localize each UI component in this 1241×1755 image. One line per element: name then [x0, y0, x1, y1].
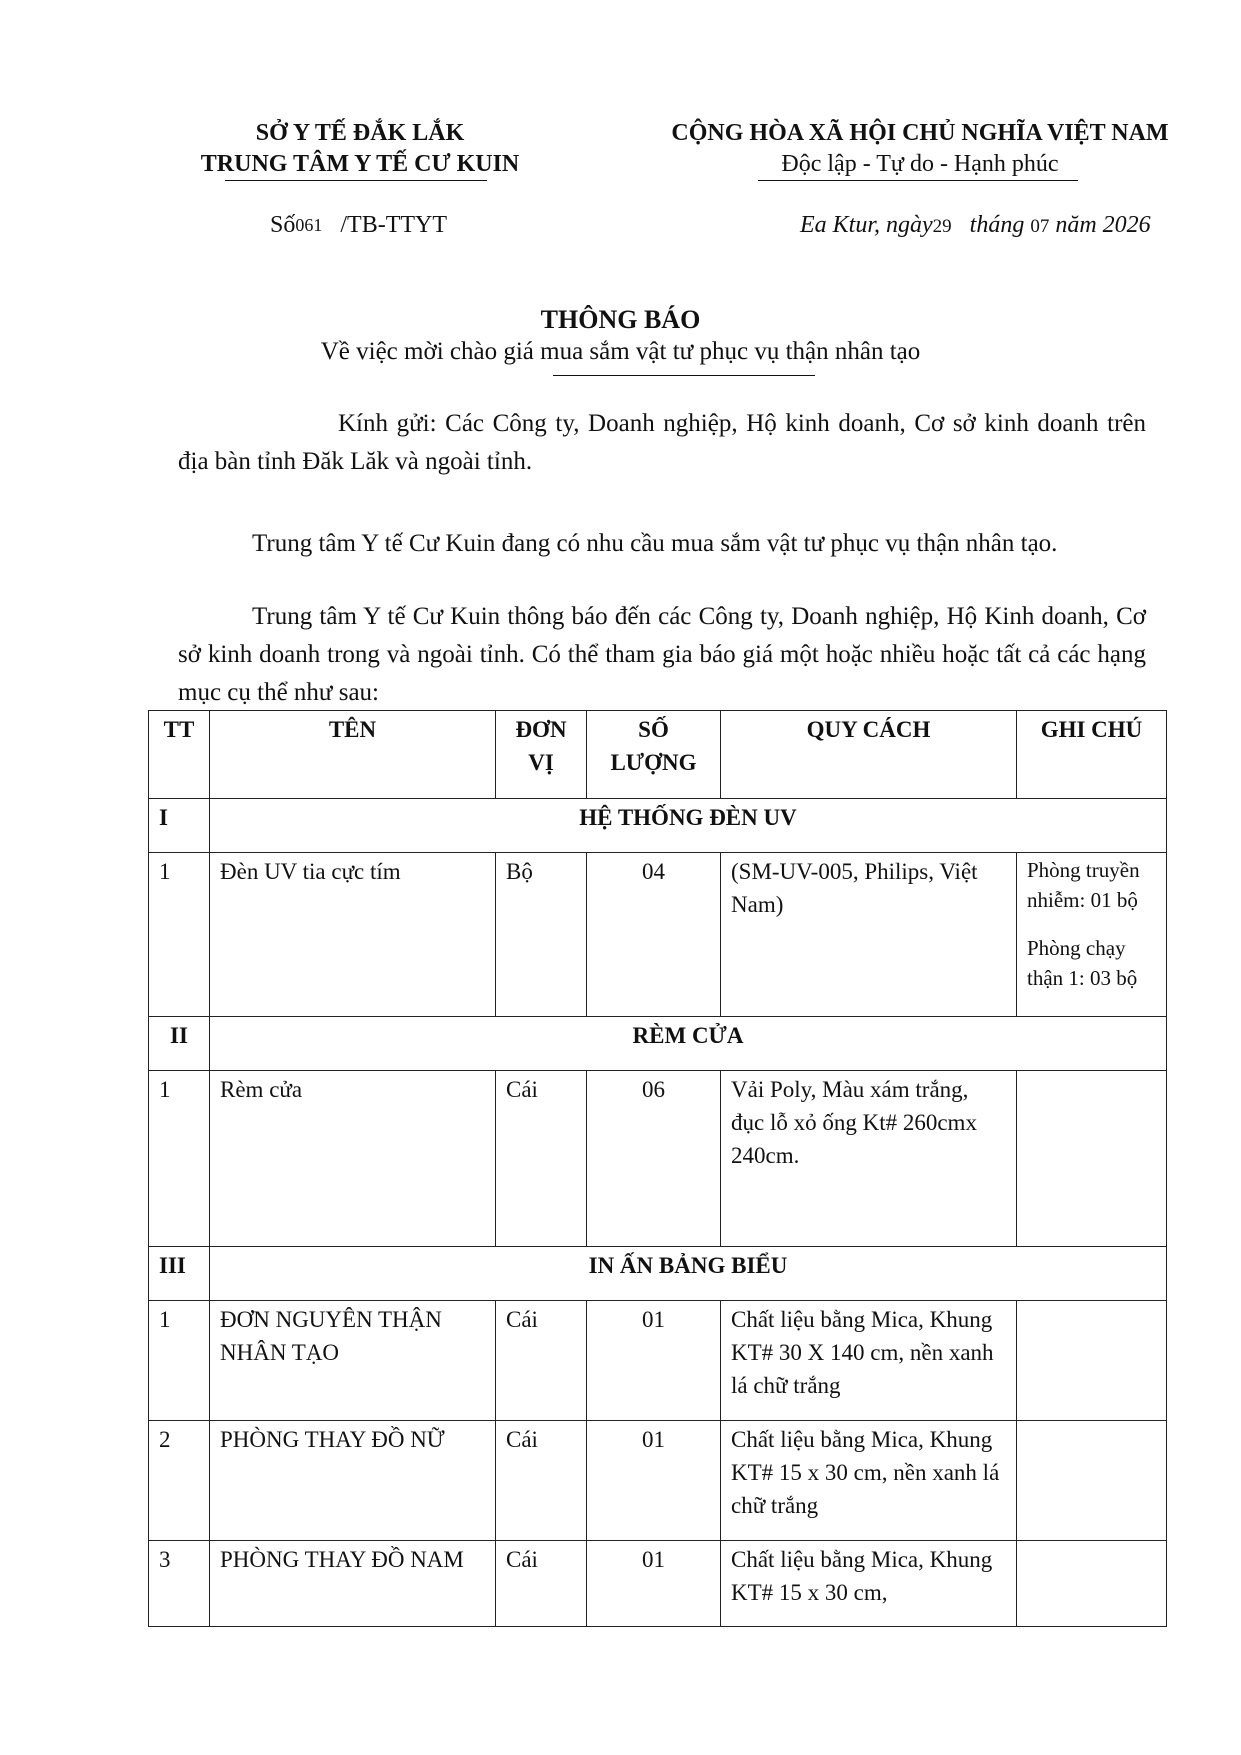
row-spec: Chất liệu bằng Mica, Khung KT# 15 x 30 cm, [721, 1541, 1017, 1627]
section-row [149, 799, 1167, 853]
header-qty-line1: SỐ [638, 717, 669, 742]
header-spec: QUY CÁCH [721, 711, 1017, 799]
row-spec: Chất liệu bằng Mica, Khung KT# 30 X 140 cm, nền xanh lá chữ trắng [721, 1301, 1017, 1421]
date-month-label: tháng [969, 212, 1025, 238]
section-code: II [149, 1017, 210, 1071]
row-name: PHÒNG THAY ĐỒ NAM [210, 1541, 496, 1627]
org-department: SỞ Y TẾ ĐẮK LẮK [255, 120, 465, 146]
table-row [149, 1301, 1167, 1421]
row-tt: 1 [149, 1071, 210, 1247]
recipient-line: Kính gửi: Các Công ty, Doanh nghiệp, Hộ kinh doanh, Cơ sở kinh doanh trên địa bàn tỉnh Đăk Lăk và ngoài tỉnh. [178, 410, 1146, 475]
document-date [800, 212, 1151, 239]
row-qty: 01 [587, 1421, 721, 1541]
org-underline [225, 180, 487, 181]
row-name: Đèn UV tia cực tím [210, 853, 496, 1017]
row-spec: (SM-UV-005, Philips, Việt Nam) [721, 853, 1017, 1017]
doc-number-prefix: Số [270, 212, 296, 238]
note-line: Phòng chạy thận 1: 03 bộ [1027, 936, 1138, 990]
row-unit: Cái [496, 1541, 587, 1627]
table-row [149, 1071, 1167, 1247]
row-qty: 01 [587, 1541, 721, 1627]
row-name: PHÒNG THAY ĐỒ NỮ [210, 1421, 496, 1541]
row-note [1017, 1541, 1167, 1627]
header-name: TÊN [210, 711, 496, 799]
org-center: TRUNG TÂM Y TẾ CƯ KUIN [200, 151, 520, 177]
row-unit: Bộ [496, 853, 587, 1017]
national-header [640, 118, 1200, 180]
table-row [149, 1421, 1167, 1541]
row-tt: 2 [149, 1421, 210, 1541]
row-note [1017, 1301, 1167, 1421]
table-header-row [149, 711, 1167, 799]
doc-number-value: 061 [295, 215, 323, 235]
header-note: GHI CHÚ [1017, 711, 1167, 799]
date-month: 07 [1030, 216, 1050, 237]
header-qty [587, 711, 721, 799]
row-tt: 1 [149, 853, 210, 1017]
row-qty: 01 [587, 1301, 721, 1421]
row-name: Rèm cửa [210, 1071, 496, 1247]
paragraph-invitation: Trung tâm Y tế Cư Kuin thông báo đến các Công ty, Doanh nghiệp, Hộ Kinh doanh, Cơ sở kinh doanh trong và ngoài tỉnh. Có thể tham gia báo giá một hoặc nhiều hoặc tất cả các hạng mục cụ thể như sau: [178, 603, 1146, 706]
document-number [270, 212, 447, 239]
items-table [148, 710, 1167, 1627]
header-unit-line1: ĐƠN [515, 717, 567, 742]
section-title: IN ẤN BẢNG BIỂU [210, 1247, 1167, 1301]
row-qty: 06 [587, 1071, 721, 1247]
date-year: năm 2026 [1055, 212, 1151, 238]
row-tt: 3 [149, 1541, 210, 1627]
section-title: RÈM CỬA [210, 1017, 1167, 1071]
doc-number-suffix: /TB-TTYT [340, 212, 447, 238]
organization-header [150, 118, 570, 180]
row-unit: Cái [496, 1421, 587, 1541]
section-row [149, 1247, 1167, 1301]
section-code: I [149, 799, 210, 853]
nation-name: CỘNG HÒA XÃ HỘI CHỦ NGHĨA VIỆT NAM [671, 120, 1169, 146]
nation-motto: Độc lập - Tự do - Hạnh phúc [781, 151, 1059, 177]
row-qty: 04 [587, 853, 721, 1017]
header-tt: TT [149, 711, 210, 799]
row-note [1017, 1421, 1167, 1541]
date-place: Ea Ktur, ngày [800, 212, 933, 238]
table-row [149, 1541, 1167, 1627]
section-code: III [149, 1247, 210, 1301]
document-subtitle: Về việc mời chào giá mua sắm vật tư phục vụ thận nhân tạo [320, 338, 921, 365]
row-note [1017, 1071, 1167, 1247]
row-spec: Chất liệu bằng Mica, Khung KT# 15 x 30 cm, nền xanh lá chữ trắng [721, 1421, 1017, 1541]
row-spec: Vải Poly, Màu xám trắng, đục lỗ xỏ ống Kt# 260cmx 240cm. [721, 1071, 1017, 1247]
row-unit: Cái [496, 1071, 587, 1247]
row-name: ĐƠN NGUYÊN THẬN NHÂN TẠO [210, 1301, 496, 1421]
section-row [149, 1017, 1167, 1071]
note-line: Phòng truyền nhiễm: 01 bộ [1027, 858, 1140, 912]
section-title: HỆ THỐNG ĐÈN UV [210, 799, 1167, 853]
row-unit: Cái [496, 1301, 587, 1421]
header-unit [496, 711, 587, 799]
row-tt: 1 [149, 1301, 210, 1421]
header-unit-line2: VỊ [528, 750, 554, 775]
document-title: THÔNG BÁO [540, 305, 701, 334]
row-note [1017, 853, 1167, 1017]
table-row [149, 853, 1167, 1017]
date-day: 29 [932, 216, 952, 237]
subtitle-underline [553, 375, 815, 376]
header-qty-line2: LƯỢNG [610, 750, 697, 775]
motto-underline [758, 180, 1078, 181]
paragraph-need: Trung tâm Y tế Cư Kuin đang có nhu cầu mua sắm vật tư phục vụ thận nhân tạo. [252, 530, 1058, 557]
